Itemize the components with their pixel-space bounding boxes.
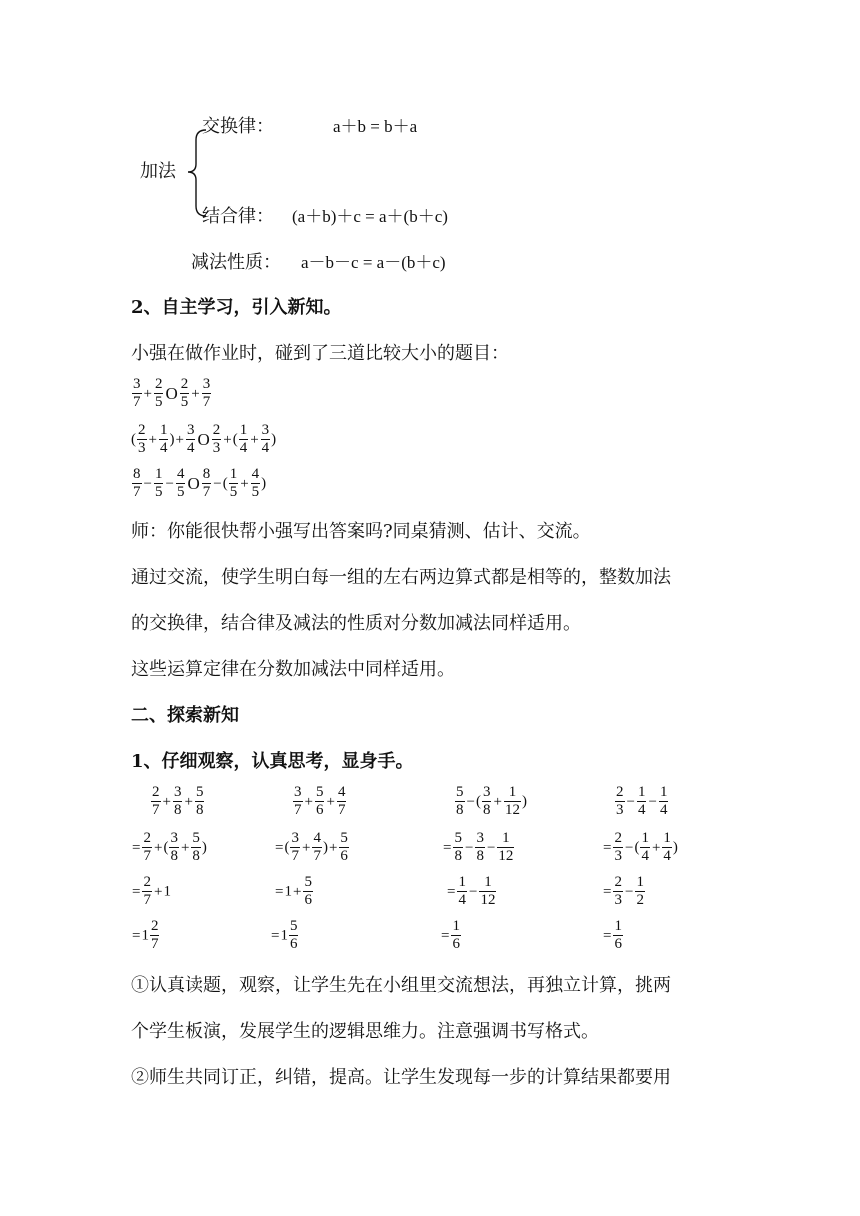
math-symbol: = (132, 927, 141, 944)
fraction (312, 830, 322, 865)
numerator: 2 (138, 422, 146, 438)
denominator: 7 (143, 848, 151, 864)
numerator: 1 (239, 422, 248, 438)
math-symbol: + (223, 431, 232, 448)
numerator: 2 (154, 376, 163, 392)
math-symbol: − (464, 839, 474, 856)
math-symbol: + (326, 793, 335, 810)
numerator: 3 (170, 830, 178, 846)
associative-label: 结合律： (202, 206, 274, 227)
compare-expression-1 (131, 376, 212, 411)
denominator: 5 (176, 484, 185, 500)
calc-col3-step2 (442, 830, 515, 865)
calc-col3-step4 (440, 918, 462, 953)
fraction (212, 422, 222, 457)
math-symbol: ( (232, 431, 238, 448)
math-symbol: + (162, 793, 171, 810)
math-symbol: + (153, 839, 163, 856)
subtraction-formula: a－b－c = a－(b＋c) (301, 253, 446, 272)
calc-col1-step1 (150, 784, 205, 819)
denominator: 7 (294, 802, 302, 818)
compare-circle: O (187, 473, 200, 493)
numerator: 5 (192, 830, 200, 846)
math-symbol: = (275, 839, 284, 856)
denominator: 7 (202, 484, 211, 500)
math-symbol: + (148, 431, 157, 448)
numerator: 2 (143, 874, 151, 890)
numerator: 1 (637, 784, 646, 800)
fraction (504, 784, 521, 819)
fraction (635, 874, 645, 909)
fraction (451, 918, 461, 953)
fraction (615, 784, 625, 819)
fraction (132, 466, 142, 501)
fraction (613, 918, 623, 953)
numerator: 5 (315, 784, 324, 800)
math-symbol: ( (284, 839, 290, 856)
fraction (293, 784, 303, 819)
fraction (659, 784, 669, 819)
denominator: 4 (659, 802, 668, 818)
numerator: 2 (614, 830, 622, 846)
math-symbol: 1 (163, 883, 171, 900)
calc-col3-step1 (454, 784, 527, 819)
math-symbol: ( (163, 839, 169, 856)
numerator: 5 (340, 830, 348, 846)
numerator: 5 (195, 784, 204, 800)
numerator: 1 (636, 874, 644, 890)
explanation-line-2: 的交换律，结合律及减法的性质对分数加减法同样适用。 (131, 613, 581, 634)
numerator: 5 (454, 830, 462, 846)
math-symbol: − (486, 839, 496, 856)
teacher-prompt: 师：你能很快帮小强写出答案吗?同桌猜测、估计、交流。 (131, 521, 591, 542)
math-symbol: ) (261, 475, 267, 492)
math-symbol: ) (672, 839, 678, 856)
denominator: 8 (170, 848, 178, 864)
fraction (261, 422, 271, 457)
numerator: 1 (659, 784, 668, 800)
section-2-intro: 小强在做作业时，碰到了三道比较大小的题目： (131, 343, 509, 364)
numerator: 1 (663, 830, 671, 846)
calc-col4-step3 (602, 874, 646, 909)
math-symbol: 1 (280, 927, 288, 944)
fraction (337, 784, 347, 819)
math-symbol: + (175, 431, 184, 448)
math-symbol: ) (169, 431, 175, 448)
calc-col1-step4 (131, 918, 160, 953)
associative-formula: (a＋b)＋c = a＋(b＋c) (292, 207, 448, 226)
numerator: 1 (229, 466, 238, 482)
math-symbol: ( (222, 475, 228, 492)
fraction (229, 466, 239, 501)
fraction (289, 918, 299, 953)
denominator: 6 (289, 936, 298, 952)
commutative-formula: a＋b = b＋a (333, 117, 418, 136)
denominator: 8 (482, 802, 491, 818)
numerator: 2 (150, 918, 159, 934)
numerator: 5 (456, 784, 464, 800)
math-symbol: ) (322, 839, 328, 856)
numerator: 3 (186, 422, 195, 438)
denominator: 12 (498, 848, 514, 864)
fraction (613, 830, 623, 865)
fraction (303, 874, 313, 909)
fraction (482, 784, 492, 819)
math-symbol: = (132, 839, 141, 856)
denominator: 4 (186, 440, 195, 456)
numerator: 4 (337, 784, 346, 800)
numerator: 3 (173, 784, 182, 800)
math-symbol: + (191, 385, 200, 402)
math-symbol: = (447, 883, 456, 900)
calc-col4-step2 (602, 830, 678, 865)
fraction (662, 830, 672, 865)
denominator: 7 (143, 892, 151, 908)
denominator: 6 (304, 892, 312, 908)
denominator: 8 (195, 802, 204, 818)
denominator: 5 (229, 484, 238, 500)
fraction (613, 874, 623, 909)
numerator: 2 (180, 376, 189, 392)
math-symbol: = (275, 883, 284, 900)
section-2-heading: 2、自主学习，引入新知。 (131, 297, 342, 318)
denominator: 4 (261, 440, 270, 456)
fraction (159, 422, 169, 457)
numerator: 3 (261, 422, 270, 438)
numerator: 2 (616, 784, 624, 800)
fraction (195, 784, 205, 819)
numerator: 1 (484, 874, 492, 890)
math-symbol: ) (271, 431, 277, 448)
denominator: 3 (614, 892, 622, 908)
fraction (239, 422, 249, 457)
denominator: 2 (636, 892, 644, 908)
math-symbol: = (441, 927, 450, 944)
numerator: 1 (641, 830, 649, 846)
fraction (457, 874, 467, 909)
numerator: 4 (176, 466, 185, 482)
math-symbol: − (165, 475, 174, 492)
numerator: 1 (458, 874, 466, 890)
math-symbol: + (184, 793, 193, 810)
math-symbol: + (143, 385, 152, 402)
denominator: 7 (313, 848, 321, 864)
math-symbol: = (603, 883, 612, 900)
addition-label: 加法 (140, 161, 176, 182)
numerator: 1 (614, 918, 622, 934)
denominator: 8 (173, 802, 182, 818)
fraction (202, 376, 212, 411)
denominator: 7 (133, 484, 141, 500)
math-symbol: ( (131, 431, 136, 448)
denominator: 8 (476, 848, 484, 864)
math-symbol: + (493, 793, 502, 810)
compare-circle: O (165, 383, 178, 403)
denominator: 7 (152, 802, 160, 818)
fraction (154, 466, 164, 501)
numerator: 3 (482, 784, 491, 800)
math-symbol: − (213, 475, 222, 492)
math-symbol: 1 (284, 883, 292, 900)
math-symbol: = (603, 839, 612, 856)
denominator: 4 (159, 440, 168, 456)
denominator: 7 (337, 802, 346, 818)
fraction (176, 466, 186, 501)
numerator: 3 (133, 376, 141, 392)
denominator: 8 (454, 848, 462, 864)
math-symbol: ) (521, 793, 527, 810)
fraction (150, 918, 160, 953)
denominator: 3 (212, 440, 221, 456)
denominator: 8 (192, 848, 200, 864)
math-symbol: + (180, 839, 190, 856)
denominator: 8 (456, 802, 464, 818)
math-symbol: ( (475, 793, 481, 810)
math-symbol: + (651, 839, 661, 856)
numerator: 1 (154, 466, 163, 482)
denominator: 5 (180, 394, 189, 410)
denominator: 4 (458, 892, 466, 908)
numerator: 8 (133, 466, 141, 482)
fraction (186, 422, 196, 457)
fraction (479, 874, 496, 909)
denominator: 6 (452, 936, 460, 952)
fraction (497, 830, 514, 865)
math-symbol: − (624, 883, 634, 900)
fraction (137, 422, 147, 457)
math-symbol: − (626, 793, 635, 810)
calc-col2-step1 (292, 784, 347, 819)
numerator: 3 (202, 376, 211, 392)
math-symbol: + (328, 839, 338, 856)
note-2-line-1: ②师生共同订正，纠错，提高。让学生发现每一步的计算结果都要用 (131, 1067, 671, 1088)
numerator: 2 (143, 830, 151, 846)
numerator: 3 (291, 830, 299, 846)
fraction (640, 830, 650, 865)
subtraction-label: 减法性质： (191, 252, 281, 273)
numerator: 5 (304, 874, 312, 890)
denominator: 12 (504, 802, 520, 818)
fraction (191, 830, 201, 865)
math-symbol: = (603, 927, 612, 944)
fraction (315, 784, 325, 819)
math-symbol: − (466, 793, 475, 810)
math-symbol: + (304, 793, 313, 810)
math-symbol: − (648, 793, 657, 810)
math-symbol: + (153, 883, 163, 900)
math-symbol: ( (634, 839, 640, 856)
fraction (173, 784, 183, 819)
fraction (453, 830, 463, 865)
note-1-line-2: 个学生板演，发展学生的逻辑思维力。注意强调书写格式。 (131, 1021, 599, 1042)
math-symbol: = (132, 883, 141, 900)
calc-col4-step4 (602, 918, 624, 953)
fraction (169, 830, 179, 865)
numerator: 5 (289, 918, 298, 934)
math-symbol: 1 (141, 927, 149, 944)
numerator: 2 (212, 422, 221, 438)
denominator: 7 (133, 394, 141, 410)
math-symbol: − (143, 475, 152, 492)
section-new-subheading: 1、仔细观察，认真思考，显身手。 (131, 751, 414, 772)
denominator: 4 (637, 802, 646, 818)
calc-col3-step3 (446, 874, 497, 909)
math-symbol: = (271, 927, 280, 944)
fraction (180, 376, 190, 411)
math-symbol: + (250, 431, 259, 448)
note-1-line-1: ①认真读题，观察，让学生先在小组里交流想法，再独立计算，挑两 (131, 975, 671, 996)
math-symbol: + (301, 839, 311, 856)
numerator: 3 (294, 784, 302, 800)
fraction (154, 376, 164, 411)
denominator: 7 (291, 848, 299, 864)
fraction (455, 784, 465, 819)
fraction (475, 830, 485, 865)
denominator: 6 (315, 802, 324, 818)
numerator: 1 (159, 422, 168, 438)
fraction (339, 830, 349, 865)
compare-circle: O (197, 429, 210, 449)
commutative-label: 交换律： (202, 116, 274, 137)
denominator: 4 (663, 848, 671, 864)
math-symbol: − (468, 883, 478, 900)
calc-col2-step4 (270, 918, 299, 953)
fraction (142, 830, 152, 865)
denominator: 3 (616, 802, 624, 818)
denominator: 5 (251, 484, 260, 500)
calc-col2-step3 (274, 874, 314, 909)
denominator: 6 (614, 936, 622, 952)
math-symbol: = (443, 839, 452, 856)
numerator: 4 (313, 830, 321, 846)
fraction (290, 830, 300, 865)
fraction (251, 466, 261, 501)
denominator: 4 (641, 848, 649, 864)
denominator: 6 (340, 848, 348, 864)
denominator: 7 (150, 936, 159, 952)
fraction (151, 784, 161, 819)
calc-col1-step2 (131, 830, 207, 865)
denominator: 3 (614, 848, 622, 864)
numerator: 2 (614, 874, 622, 890)
compare-expression-3 (131, 466, 266, 501)
explanation-line-1: 通过交流，使学生明白每一组的左右两边算式都是相等的，整数加法 (131, 567, 671, 588)
denominator: 7 (202, 394, 211, 410)
numerator: 1 (452, 918, 460, 934)
compare-expression-2 (131, 422, 276, 457)
numerator: 3 (476, 830, 484, 846)
math-symbol: − (624, 839, 634, 856)
calc-col1-step3 (131, 874, 171, 909)
fraction (637, 784, 647, 819)
section-new-heading: 二、探索新知 (131, 705, 239, 726)
denominator: 5 (154, 484, 163, 500)
calc-col4-step1 (614, 784, 669, 819)
math-symbol: + (292, 883, 302, 900)
math-symbol: ) (201, 839, 207, 856)
numerator: 1 (502, 830, 510, 846)
numerator: 8 (202, 466, 211, 482)
math-symbol: + (240, 475, 249, 492)
denominator: 4 (239, 440, 248, 456)
numerator: 1 (508, 784, 517, 800)
fraction (142, 874, 152, 909)
calc-col2-step2 (274, 830, 350, 865)
fraction (202, 466, 212, 501)
numerator: 2 (152, 784, 160, 800)
denominator: 12 (480, 892, 496, 908)
denominator: 5 (154, 394, 163, 410)
denominator: 3 (138, 440, 146, 456)
fraction (132, 376, 142, 411)
numerator: 4 (251, 466, 260, 482)
conclusion-text: 这些运算定律在分数加减法中同样适用。 (131, 659, 455, 680)
